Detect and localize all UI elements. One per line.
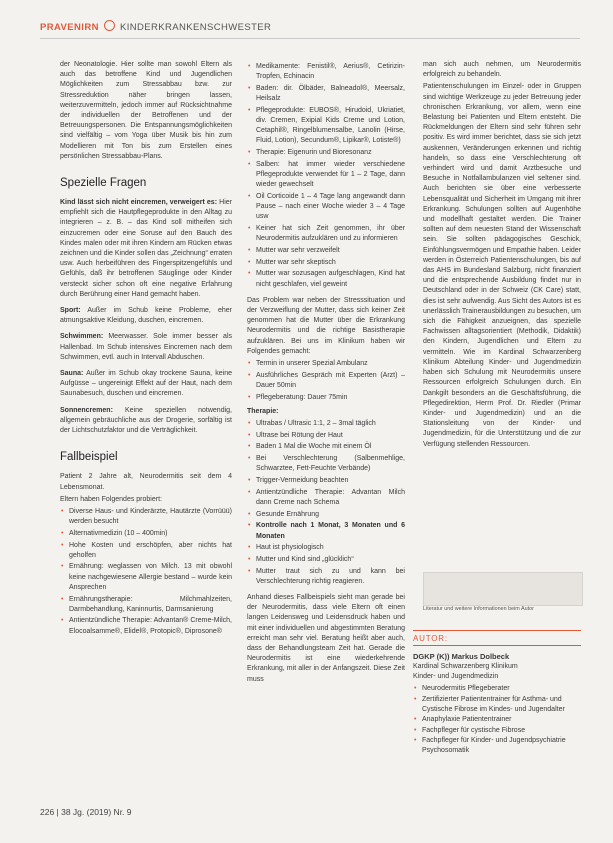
- heading-spezielle-fragen: Spezielle Fragen: [60, 177, 147, 190]
- list-item: • Haut ist physiologisch: [247, 543, 405, 553]
- list-item: • Zertifizierter Patiententrainer für Asthma- und Cystische Fibrose im Kindes- und Jugendalter: [413, 695, 581, 715]
- list-item: • Ultrabas / Ultrasic 1:1, 2 – 3mal täglich: [247, 419, 405, 429]
- autor-label: AUTOR:: [413, 634, 448, 643]
- list-item: • Kontrolle nach 1 Monat, 3 Monaten und 6 Monaten: [247, 521, 405, 541]
- heading-fallbeispiel: Fallbeispiel: [60, 451, 118, 464]
- autor-divider-bottom: [413, 645, 581, 646]
- author-name: DGKP (K)) Markus Dolbeck: [413, 652, 510, 661]
- list-item: • Pflegeprodukte: EUBOS®, Hirudoid, Ukriatiet, div. Cremen, Exipial Kids Creme und Lotion, Cetaphil®, Ringelblumensalbe, Lanolin (Hirse, Fluid, Lotion), Secundum®, Lipikar®, Lotiste®): [247, 106, 405, 147]
- list-item: • Baden: dir. Ölbäder, Balneadol®, Meersalz, Heilsalz: [247, 84, 405, 104]
- paragraph-schwimmen: Schwimmen: Meerwasser. Sole immer besser als Hallenbad. Im Schub intensives Eincremen nach dem Schwimmen, evtl. auch in Intervall Abduschen.: [60, 333, 232, 361]
- therapie-label: Therapie:: [247, 407, 279, 415]
- list-item: • Bei Verschlechterung (Salbenmehlige, Schwarztee, Fett-Feuchte Verbände): [247, 454, 405, 474]
- list-item: • Anaphylaxie Patiententrainer: [413, 715, 581, 725]
- paragraph-sport: Sport: Außer im Schub keine Probleme, eher atmungsaktive Kleidung, duschen, eincremen.: [60, 307, 233, 325]
- list-item: • Mutter war sehr skeptisch: [247, 258, 405, 268]
- list-item: • Oil Corticoide 1 – 4 Tage lang angewandt dann Pause – nach einer Woche wieder 3 – 4 Tage usw: [247, 192, 405, 223]
- column-3: [423, 60, 581, 452]
- klinik-list: [247, 359, 405, 403]
- list-item: • Salben: hat immer wieder verschiedene Pflegeprodukte verwendet für 1 – 2 Tage, dann wieder gewechselt: [247, 160, 405, 191]
- author-qualifications: [413, 684, 581, 756]
- author-department: Kinder- und Jugendmedizin: [413, 673, 499, 680]
- list-item: • Mutter war sehr verzweifelt: [247, 246, 405, 256]
- magazine-brand: PRAVENIRN: [40, 22, 99, 33]
- anhand-paragraph: Anhand dieses Fallbeispiels sieht man gerade bei der Neurodermitis, dass viele Eltern oft einen langen Leidensweg und Leidensdruck haben und mit einer individuellen und abgestimmten Beratung erreicht man sehr viel. Beratung heißt aber auch, dass der Behandlungsteam Zeit hat. Gerade die Neurodermitis ist eine wiederkehrende Erkrankung, mit aller in der Anfangszeit. Diese Zeit muss: [247, 594, 405, 683]
- paragraph-sonnencremen: Sonnencremen: Keine speziellen notwendig, allgemein gebräuchliche aus der Drogerie, sorfältig ist der Lichtschutzfaktor und die Verträglichkeit.: [60, 406, 232, 435]
- author-block: [413, 652, 581, 760]
- list-item: • Neurodermitis Pflegeberater: [413, 684, 581, 694]
- list-item: • Termin in unserer Spezial Ambulanz: [247, 359, 405, 369]
- top-list: [247, 62, 405, 290]
- section-title: KINDERKRANKENSCHWESTER: [119, 22, 272, 33]
- list-item: • Trigger-Vermeidung beachten: [247, 476, 405, 486]
- col3-paragraph-1: man sich auch nehmen, um Neurodermitis erfolgreich zu behandeln.: [423, 61, 581, 79]
- fall-list: [60, 507, 232, 637]
- col3-paragraph-2: Patientenschulungen im Einzel- oder in Gruppen sind wichtige Werkzeuge zu jeder Betreuung jeder chronischen Erkrankung, vor allem, wenn eine Belastung bei Patienten und Eltern entsteht. Die Rückmeldungen der Eltern sind sehr führen sehr positiv. Es wird immer berichtet, dass sie sich jetzt auskennen, Veränderungen erkennen und richtig handeln, so dass eine Verschlechterung oft verhindert wird und damit Arztbesuche und Besuche in Notfallambulanzen viel seltener sind. Auch berichten sie über eine verbesserte Lebensqualität und Sicherheit im Umgang mit ihrer Erkrankung. Schulungen sollten auf Augenhöhe und modellhaft gestaltet werden. Die Trainer sollten auf dem neuesten Stand der Wissenschaft sein. Sie sollten pädagogisches Geschick, Einfühlungsvermögen und Empathie haben. Leider werden in Österreich Patientenschulungen, bis auf das AHS im Bundesland Salzburg, nicht finanziert und die entsprechende Ausbildung findet nur in Deutschland oder in der Schweiz (CK Care) statt, dies ist sehr aufwendig. Aus Sicht des Autors ist es unerlässlich Trainerausbildungen zu besuchen, um sich die Fähigkeit anzueignen, das spezielle Fachwissen alltagsorientiert (Methodik, Didaktik) den Kindern, Jugendlichen und Eltern zu vermitteln. Wie im Kardinal Schwarzenberg Klinikum Abteilung Kinder- und Jugendmedizin haben sich Schulung mit Neurodermitis unsere Ressourcen erfolgreich Schulungen durch. Ein Dankgilt besonders an die Geschäftsführung, die Pflegedirektion, Herrn Prof. Dr. Riedler (Primar Kinder- und Jugendmedizin) und an die Stationsleitung von der Kinder- und Jugendmedizin, für die Unterstützung und die zur Verfügung stellenden Ressourcen.: [423, 83, 581, 448]
- list-item: • Antientzündliche Therapie: Advantan Milch dann Creme nach Schema: [247, 488, 405, 508]
- list-item: • Therapie: Eigenurin und Bioresonanz: [247, 148, 405, 158]
- list-item: • Mutter war sozusagen aufgeschlagen, Kind hat nicht geschlafen, viel geweint: [247, 269, 405, 289]
- list-item: • Keiner hat sich Zeit genommen, ihr über Neurodermitis aufzuklären und zu informieren: [247, 224, 405, 244]
- image-caption: Literatur und weitere Informationen beim Autor: [423, 606, 534, 612]
- intro-paragraph: der Neonatologie. Hier sollte man sowohl Eltern als auch das betroffene Kind und Jugendlichen Möglichkeiten zum Stressabbau bzw. zur Stressreduktion näher bringen lassen, weiterzuvermitteln, jedoch immer auf Rücksichtnahme der individuellen der Betroffenen und der Betreuungspersonen. Die Entspannungsmöglichkeiten sind vielfältig – vom Yoga über Musik bis hin zum Modellieren mit Ton bis zum Erstellen eines persönlichen Stressabbau-Plans.: [60, 61, 232, 160]
- problem-paragraph: Das Problem war neben der Stresssituation und der Verzweiflung der Mutter, dass sich keiner Zeit genommen hat die Mutter über die Erkrankung Neurodermitis und die richtige Basistherapie aufzuklären. Bei uns im Klinikum haben wir Folgendes gemacht:: [247, 296, 405, 355]
- list-item: • Fachpfleger für cystische Fibrose: [413, 726, 581, 736]
- page-footer: 226 | 38 Jg. (2019) Nr. 9: [40, 807, 132, 817]
- article-image: [423, 572, 583, 606]
- list-item: • Baden 1 Mal die Woche mit einem Öl: [247, 442, 405, 452]
- author-affiliation: Kardinal Schwarzenberg Klinikum: [413, 663, 518, 670]
- list-item: • Fachpfleger für Kinder- und Jugendpsychiatrie Psychosomatik: [413, 736, 581, 756]
- list-item: • Mutter traut sich zu und kann bei Verschlechterung richtig reagieren.: [247, 567, 405, 587]
- autor-divider-top: [413, 630, 581, 631]
- list-item: • Medikamente: Fenistil®, Aerius®, Cetirizin-Tropfen, Echinacin: [247, 62, 405, 82]
- column-2: [247, 60, 405, 687]
- list-item: • Gesunde Ernährung: [247, 510, 405, 520]
- list-item: • Ausführliches Gespräch mit Experten (Arzt) – Dauer 50min: [247, 371, 405, 391]
- fall-intro: Patient 2 Jahre alt, Neurodermitis seit dem 4 Lebensmonat.: [60, 473, 232, 491]
- list-item: • Antientzündliche Therapie: Advantan® Creme-Milch, Elocoalsamme®, Elidel®, Protopic®, Diprosone®: [60, 616, 232, 636]
- list-item: • Hohe Kosten und erschöpfen, aber nichts hat geholfen: [60, 541, 232, 561]
- list-item: • Alternativmedizin (10 – 400min): [60, 529, 232, 539]
- fall-sub: Eltern haben Folgendes probiert:: [60, 495, 162, 503]
- list-item: • Ernährung: weglassen von Milch. 13 mit obwohl keine nachgewiesene Allergie bestand – wurde kein Ansprechen: [60, 562, 232, 593]
- therapie-list: [247, 419, 405, 587]
- list-item: • Pflegeberatung: Dauer 75min: [247, 393, 405, 403]
- paragraph-kind: Kind lässt sich nicht eincremen, verweigert es: Hier empfiehlt sich die Hautpflegeprodukte in den Alltag zu integrieren – z. B. – das Kind soll mitheifen sich einzucremen oder eine Soruse auf den Bauch des Kindes malen oder mit ihren Kindern am Rücken etwas zeichnen und die Kinder sollen das „Zeichnung“ erraten usw. Auch herbeiführen des Fingerspitzengefühls und Gefühls, daß ihr betroffenen Säuglinge oder Kinder versteckt sicher schon oft eine negative Erfahrung durch Berührung einer Hand gemacht haben.: [60, 199, 232, 298]
- column-1: [60, 60, 232, 641]
- list-item: • Mutter und Kind sind „glücklich“: [247, 555, 405, 565]
- paragraph-sauna: Sauna: Außer im Schub okay trockene Sauna, keine Aufgüsse – ungereinigt Effekt auf der Haut, nach dem Saunabesuch, duschen und eincremen.: [60, 370, 232, 398]
- page-header: [40, 18, 580, 39]
- list-item: • Ultrase bei Rötung der Haut: [247, 431, 405, 441]
- list-item: • Ernährungstherapie: Milchmahlzeiten, Darmbehandlung, Kaninnurtis, Darmsanierung: [60, 595, 232, 615]
- magazine-logo-icon: [104, 20, 115, 31]
- list-item: • Diverse Haus- und Kinderärzte, Hautärzte (Vorrüüü) werden besucht: [60, 507, 232, 527]
